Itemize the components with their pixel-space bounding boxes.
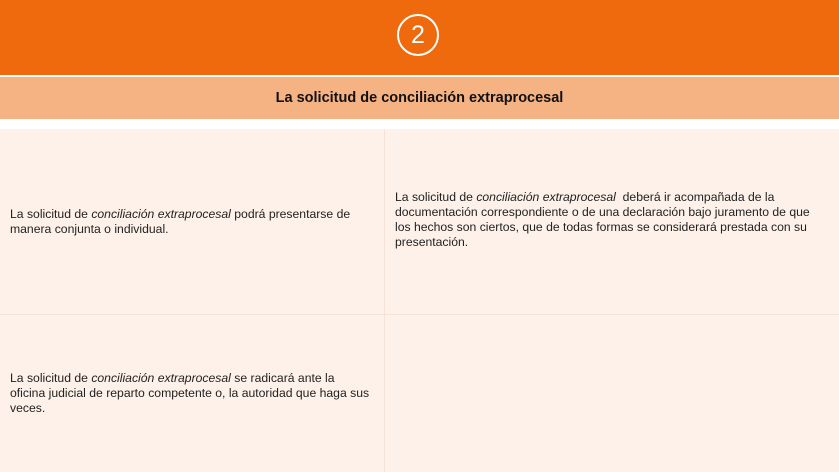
cell-text-start: La solicitud de	[10, 206, 92, 221]
content-cell-1	[0, 129, 384, 314]
header-bar	[0, 0, 839, 75]
cell-text-start: La solicitud de	[395, 190, 477, 204]
title-band	[0, 77, 839, 119]
section-title: La solicitud de conciliación extraprocesal	[275, 90, 564, 106]
cell-text-end: deberá ir acompañada de la documentación correspondiente o de una declaración bajo juramento de que los hechos son ciertos, que de todas formas se considerará prestada con su presentación.	[395, 190, 814, 249]
cell-text	[10, 207, 372, 237]
cell-text-emphasis: conciliación extraprocesal	[91, 206, 231, 221]
cell-text-end: podrá presentarse de manera conjunta o individual.	[10, 206, 351, 236]
cell-text	[395, 190, 827, 250]
content-cell-3	[0, 315, 384, 472]
step-number-badge: 2	[397, 14, 439, 56]
cell-text	[10, 371, 372, 416]
content-grid	[0, 129, 839, 472]
cell-text-start: La solicitud de	[10, 371, 92, 385]
cell-text-emphasis: conciliación extraprocesal	[476, 190, 616, 204]
cell-text-emphasis: conciliación extraprocesal	[91, 371, 231, 385]
content-cell-empty	[385, 315, 839, 472]
cell-text-end: se radicará ante la oficina judicial de reparto competente o, la autoridad que haga sus veces.	[10, 371, 370, 415]
content-cell-2	[385, 129, 839, 314]
